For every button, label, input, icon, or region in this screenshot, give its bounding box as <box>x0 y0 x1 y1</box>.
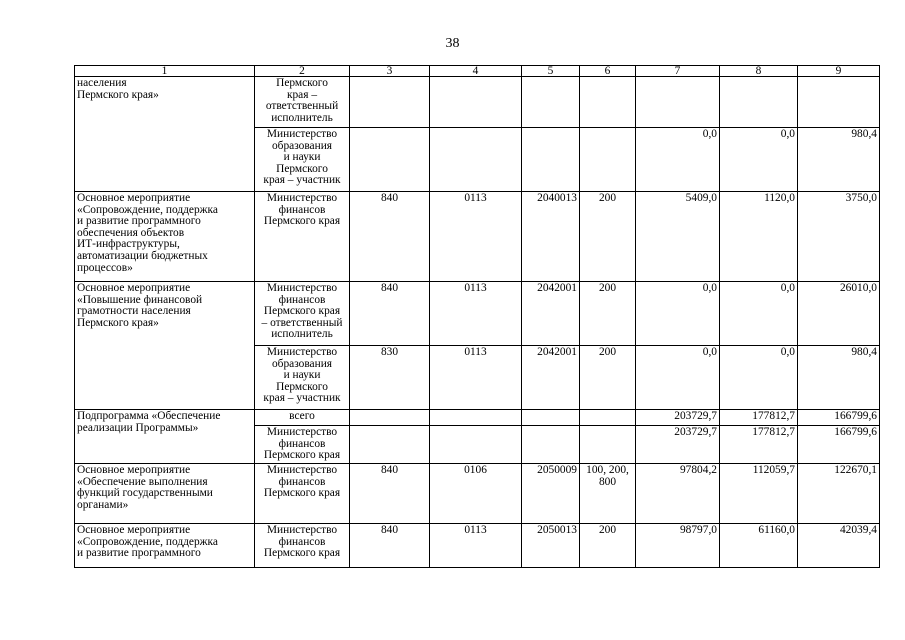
cell-c6: 200 <box>580 524 636 568</box>
column-header: 6 <box>580 66 636 77</box>
table-row <box>75 524 880 568</box>
cell-c5 <box>522 410 580 426</box>
cell-c8: 177812,7 <box>720 410 798 426</box>
cell-c9: 26010,0 <box>798 282 880 346</box>
cell-c4 <box>430 77 522 128</box>
cell-c4: 0106 <box>430 464 522 524</box>
table-row <box>75 282 880 346</box>
cell-c6: 200 <box>580 282 636 346</box>
cell-c3: 840 <box>350 282 430 346</box>
cell-c5: 2050009 <box>522 464 580 524</box>
cell-c5 <box>522 426 580 464</box>
cell-c2: Пермского края – ответственный исполнитель <box>255 77 350 128</box>
cell-c1: Основное мероприятие «Сопровождение, поддержка и развитие программного обеспечения объектов ИТ-инфраструктуры, автоматизации бюджетных процессов» <box>75 192 255 282</box>
table-row <box>75 77 880 128</box>
column-header: 8 <box>720 66 798 77</box>
cell-c7: 0,0 <box>636 128 720 192</box>
table-row <box>75 464 880 524</box>
cell-c3: 840 <box>350 192 430 282</box>
cell-c9: 166799,6 <box>798 410 880 426</box>
header-row <box>75 66 880 77</box>
cell-c4: 0113 <box>430 282 522 346</box>
cell-c3 <box>350 77 430 128</box>
cell-c5: 2042001 <box>522 282 580 346</box>
cell-c9: 980,4 <box>798 128 880 192</box>
column-header: 5 <box>522 66 580 77</box>
cell-c5: 2040013 <box>522 192 580 282</box>
cell-c9: 980,4 <box>798 346 880 410</box>
cell-c4 <box>430 410 522 426</box>
cell-c4: 0113 <box>430 346 522 410</box>
cell-c9: 122670,1 <box>798 464 880 524</box>
cell-c6: 200 <box>580 192 636 282</box>
cell-c3: 840 <box>350 464 430 524</box>
cell-c9: 3750,0 <box>798 192 880 282</box>
cell-c7: 5409,0 <box>636 192 720 282</box>
cell-c8: 0,0 <box>720 128 798 192</box>
cell-c2: всего <box>255 410 350 426</box>
column-header: 1 <box>75 66 255 77</box>
cell-c7: 0,0 <box>636 282 720 346</box>
cell-c8: 1120,0 <box>720 192 798 282</box>
cell-c9: 166799,6 <box>798 426 880 464</box>
cell-c2: Министерство финансов Пермского края <box>255 426 350 464</box>
cell-c7: 97804,2 <box>636 464 720 524</box>
page-number: 38 <box>445 36 460 51</box>
cell-c3 <box>350 426 430 464</box>
cell-c6 <box>580 128 636 192</box>
cell-c2: Министерство финансов Пермского края <box>255 192 350 282</box>
cell-c6: 200 <box>580 346 636 410</box>
cell-c3: 830 <box>350 346 430 410</box>
cell-c7 <box>636 77 720 128</box>
column-header: 3 <box>350 66 430 77</box>
cell-c3 <box>350 128 430 192</box>
cell-c2: Министерство финансов Пермского края <box>255 524 350 568</box>
cell-c5 <box>522 77 580 128</box>
cell-c8: 0,0 <box>720 346 798 410</box>
cell-c1: населения Пермского края» <box>75 77 255 192</box>
cell-c2: Министерство образования и науки Пермского края – участник <box>255 346 350 410</box>
cell-c4 <box>430 128 522 192</box>
cell-c8 <box>720 77 798 128</box>
cell-c8: 112059,7 <box>720 464 798 524</box>
cell-c1: Основное мероприятие «Повышение финансовой грамотности населения Пермского края» <box>75 282 255 410</box>
cell-c3: 840 <box>350 524 430 568</box>
cell-c8: 0,0 <box>720 282 798 346</box>
cell-c4: 0113 <box>430 192 522 282</box>
cell-c7: 203729,7 <box>636 426 720 464</box>
cell-c2: Министерство финансов Пермского края <box>255 464 350 524</box>
cell-c6 <box>580 410 636 426</box>
cell-c8: 61160,0 <box>720 524 798 568</box>
budget-table <box>74 65 880 568</box>
cell-c1: Основное мероприятие «Обеспечение выполнения функций государственными органами» <box>75 464 255 524</box>
table-row <box>75 192 880 282</box>
cell-c1: Основное мероприятие «Сопровождение, поддержка и развитие программного <box>75 524 255 568</box>
cell-c1: Подпрограмма «Обеспечение реализации Программы» <box>75 410 255 464</box>
cell-c4: 0113 <box>430 524 522 568</box>
column-header: 2 <box>255 66 350 77</box>
column-header: 7 <box>636 66 720 77</box>
table-row <box>75 410 880 426</box>
column-header: 4 <box>430 66 522 77</box>
cell-c7: 203729,7 <box>636 410 720 426</box>
cell-c5 <box>522 128 580 192</box>
cell-c8: 177812,7 <box>720 426 798 464</box>
cell-c6: 100, 200, 800 <box>580 464 636 524</box>
cell-c7: 0,0 <box>636 346 720 410</box>
cell-c5: 2042001 <box>522 346 580 410</box>
cell-c5: 2050013 <box>522 524 580 568</box>
cell-c2: Министерство образования и науки Пермского края – участник <box>255 128 350 192</box>
cell-c2: Министерство финансов Пермского края – ответственный исполнитель <box>255 282 350 346</box>
cell-c6 <box>580 426 636 464</box>
column-header: 9 <box>798 66 880 77</box>
cell-c7: 98797,0 <box>636 524 720 568</box>
cell-c3 <box>350 410 430 426</box>
cell-c6 <box>580 77 636 128</box>
cell-c9: 42039,4 <box>798 524 880 568</box>
cell-c4 <box>430 426 522 464</box>
cell-c9 <box>798 77 880 128</box>
